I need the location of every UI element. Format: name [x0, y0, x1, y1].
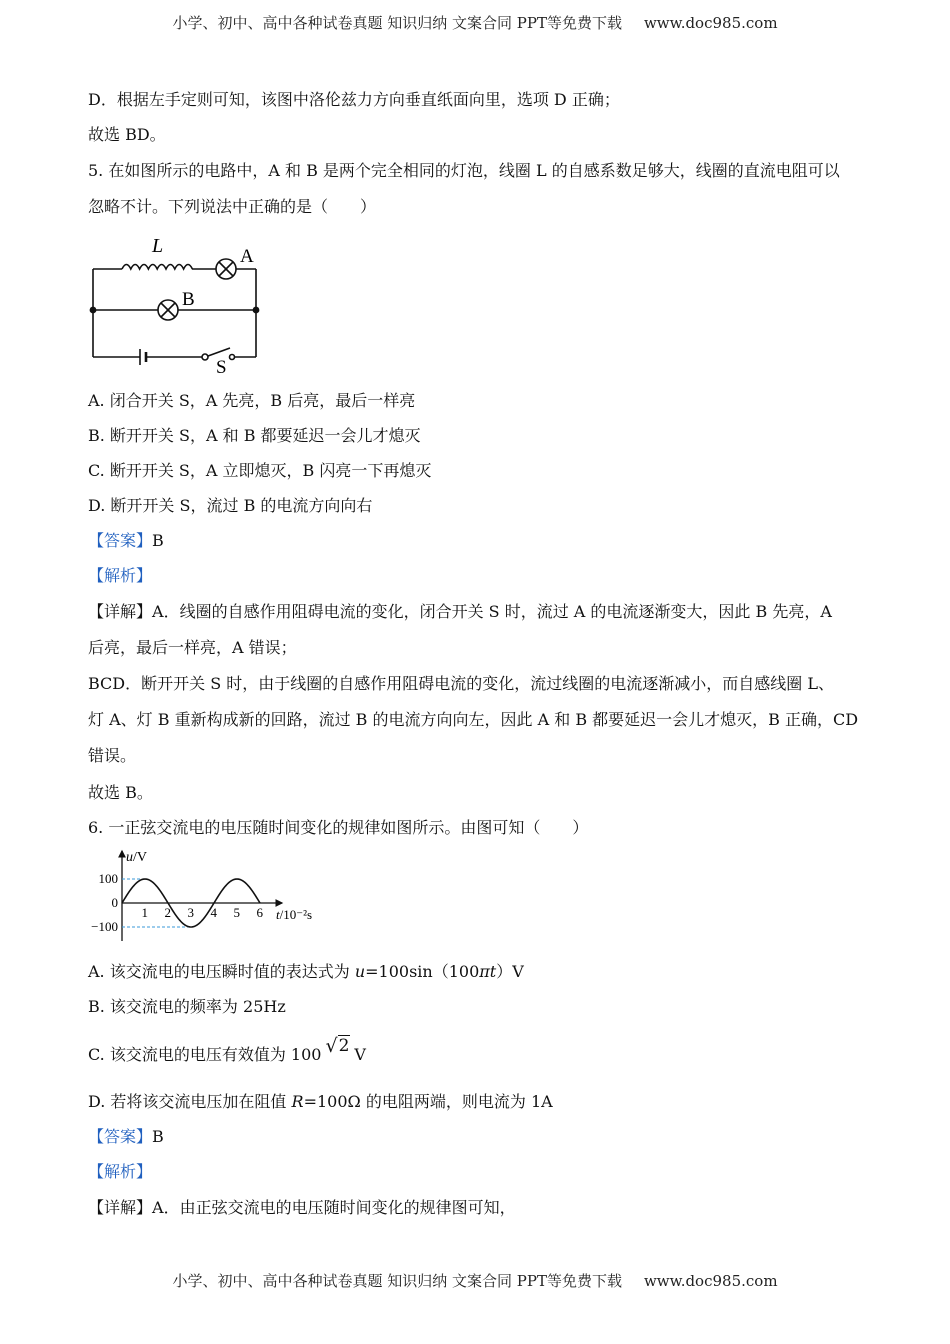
analysis-tag: 【解析】 [88, 566, 153, 585]
q5-detail-line4: 灯 A、灯 B 重新构成新的回路，流过 B 的电流方向向左，因此 A 和 B 都要延迟一会儿才熄灭，B 正确，CD [88, 710, 859, 729]
q6-stem: 6. 一正弦交流电的电压随时间变化的规律如图所示。由图可知（ ） [88, 818, 589, 837]
y-axis-label [126, 850, 147, 865]
x-axis-var: t [276, 907, 280, 922]
footer-text: 小学、初中、高中各种试卷真题 知识归纳 文案合同 PPT等免费下载 [172, 1272, 622, 1290]
battery [140, 349, 146, 365]
x-tick-label: 3 [187, 905, 194, 920]
answer-tag: 【答案】 [88, 1127, 153, 1146]
opt-c-pre: C. 该交流电的电压有效值为 100 [88, 1045, 322, 1064]
footer-url[interactable]: www.doc985.com [643, 1272, 778, 1290]
y-axis-unit: /V [133, 850, 147, 865]
opt-a-pi: πt [479, 962, 497, 981]
lamp-b [158, 300, 178, 320]
lamp-b-label: B [182, 289, 195, 310]
x-tick-label: 5 [233, 905, 240, 920]
x-axis-label [276, 907, 312, 922]
q5-detail-line3: BCD．断开开关 S 时，由于线圈的自感作用阻碍电流的变化，流过线圈的电流逐渐减小，而自感线圈 L、 [88, 674, 834, 693]
inductor-coil [122, 265, 192, 270]
x-tick-label: 4 [210, 905, 217, 920]
q5-circuit-diagram [80, 232, 280, 377]
y-tick-label: 0 [111, 895, 118, 910]
q6-option-b: B. 该交流电的频率为 25Hz [88, 997, 286, 1016]
opt-a-post: ）V [496, 962, 524, 981]
sqrt-symbol: √2 [325, 1035, 350, 1057]
junction-left [90, 307, 97, 314]
analysis-tag: 【解析】 [88, 1162, 153, 1181]
q5-analysis [88, 566, 152, 586]
lamp-a-label: A [240, 246, 254, 267]
page-header [0, 12, 950, 33]
lamp-a [216, 259, 236, 279]
opt-d-post: =100Ω 的电阻两端，则电流为 1A [303, 1092, 553, 1111]
q5-choose: 故选 B。 [88, 783, 153, 802]
x-tick-label: 2 [164, 905, 171, 920]
q5-option-b: B. 断开开关 S，A 和 B 都要延迟一会儿才熄灭 [88, 426, 421, 445]
detail-tag: 【详解】 [88, 602, 153, 621]
y-tick-label: −100 [91, 919, 118, 934]
q5-detail-line1 [88, 602, 832, 622]
switch-label: S [216, 357, 227, 377]
prev-choose: 故选 BD。 [88, 125, 166, 144]
opt-a-mid: =100sin（100 [365, 962, 480, 981]
answer-value: B [152, 531, 164, 550]
header-url[interactable]: www.doc985.com [643, 14, 778, 32]
q5-option-c: C. 断开开关 S，A 立即熄灭，B 闪亮一下再熄灭 [88, 461, 432, 480]
q5-detail-line2: 后亮，最后一样亮，A 错误； [88, 638, 297, 657]
x-tick-label: 6 [256, 905, 263, 920]
opt-a-var: u [354, 962, 366, 981]
q6-answer [88, 1127, 164, 1147]
q5-option-d: D. 断开开关 S，流过 B 的电流方向向右 [88, 496, 373, 515]
q5-stem-line2: 忽略不计。下列说法中正确的是（ ） [88, 197, 377, 216]
q6-option-d [88, 1092, 553, 1112]
q5-detail-line5: 错误。 [88, 746, 137, 765]
q5-option-a: A. 闭合开关 S，A 先亮，B 后亮，最后一样亮 [88, 391, 416, 410]
y-tick-label: 100 [98, 871, 118, 886]
detail-tag: 【详解】 [88, 1198, 153, 1217]
detail-text: A．由正弦交流电的电压随时间变化的规律图可知， [152, 1198, 516, 1217]
y-axis-var: u [126, 850, 133, 865]
x-tick-label: 1 [141, 905, 148, 920]
x-axis-unit: /10⁻²s [279, 907, 313, 922]
coil-label: L [152, 235, 164, 257]
answer-value: B [152, 1127, 164, 1146]
q6-voltage-chart [80, 845, 340, 945]
opt-c-post: V [354, 1045, 366, 1064]
answer-tag: 【答案】 [88, 531, 153, 550]
q6-analysis [88, 1162, 152, 1182]
sqrt-radicand: 2 [338, 1036, 350, 1056]
opt-d-var: R [291, 1092, 304, 1111]
q5-answer [88, 531, 164, 551]
q5-stem-line1: 5. 在如图所示的电路中，A 和 B 是两个完全相同的灯泡，线圈 L 的自感系数足够大，线圈的直流电阻可以 [88, 161, 840, 180]
header-text: 小学、初中、高中各种试卷真题 知识归纳 文案合同 PPT等免费下载 [172, 14, 622, 32]
junction-right [253, 307, 260, 314]
q6-detail-line1 [88, 1198, 516, 1218]
prev-option-d: D．根据左手定则可知，该图中洛伦兹力方向垂直纸面向里，选项 D 正确； [88, 90, 620, 109]
detail-text: A．线圈的自感作用阻碍电流的变化，闭合开关 S 时，流过 A 的电流逐渐变大，因此 B 先亮，A [152, 602, 832, 621]
page-footer [0, 1270, 950, 1291]
opt-a-pre: A. 该交流电的电压瞬时值的表达式为 [88, 962, 355, 981]
q6-option-a [88, 962, 524, 982]
q6-option-c [88, 1035, 366, 1066]
opt-d-pre: D. 若将该交流电压加在阻值 [88, 1092, 292, 1111]
